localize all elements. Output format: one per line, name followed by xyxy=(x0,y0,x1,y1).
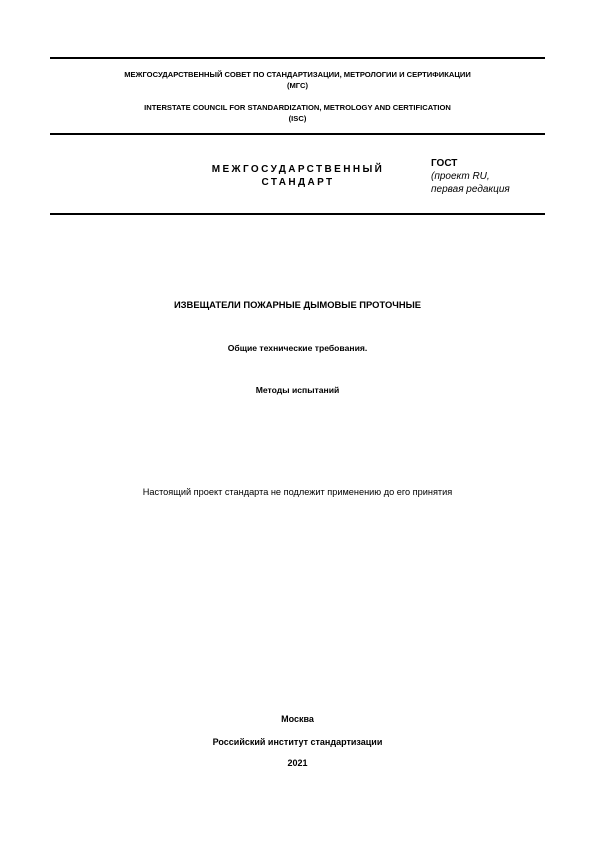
gost-code: ГОСТ xyxy=(431,158,458,169)
draft-notice: Настоящий проект стандарта не подлежит применению до его принятия xyxy=(142,487,453,497)
standard-label-line1: МЕЖГОСУДАРСТВЕННЫЙ xyxy=(211,164,385,175)
publication-year: 2021 xyxy=(287,758,308,768)
council-en-line2: (ISC) xyxy=(288,114,307,123)
draft-status-line1: (проект RU, xyxy=(431,171,490,182)
document-subtitle-1: Общие технические требования. xyxy=(227,343,368,353)
gost-designation xyxy=(431,157,510,196)
standard-rule xyxy=(50,213,545,215)
council-ru-line1: МЕЖГОСУДАРСТВЕННЫЙ СОВЕТ ПО СТАНДАРТИЗАЦИИ, МЕТРОЛОГИИ И СЕРТИФИКАЦИИ xyxy=(124,70,471,79)
council-ru-name xyxy=(0,69,595,91)
document-title: ИЗВЕЩАТЕЛИ ПОЖАРНЫЕ ДЫМОВЫЕ ПРОТОЧНЫЕ xyxy=(173,299,422,310)
council-ru-line2: (МГС) xyxy=(286,81,309,90)
document-subtitle-2: Методы испытаний xyxy=(255,385,340,395)
council-en-name xyxy=(0,102,595,124)
draft-status-line2: первая редакция xyxy=(431,184,510,195)
top-rule xyxy=(50,57,545,59)
publisher-institute: Российский институт стандартизации xyxy=(212,737,383,747)
standard-label-line2: СТАНДАРТ xyxy=(261,177,335,188)
publisher-city: Москва xyxy=(281,714,314,724)
standard-label xyxy=(150,163,446,189)
council-en-line1: INTERSTATE COUNCIL FOR STANDARDIZATION, METROLOGY AND CERTIFICATION xyxy=(144,103,451,112)
header-rule xyxy=(50,133,545,135)
